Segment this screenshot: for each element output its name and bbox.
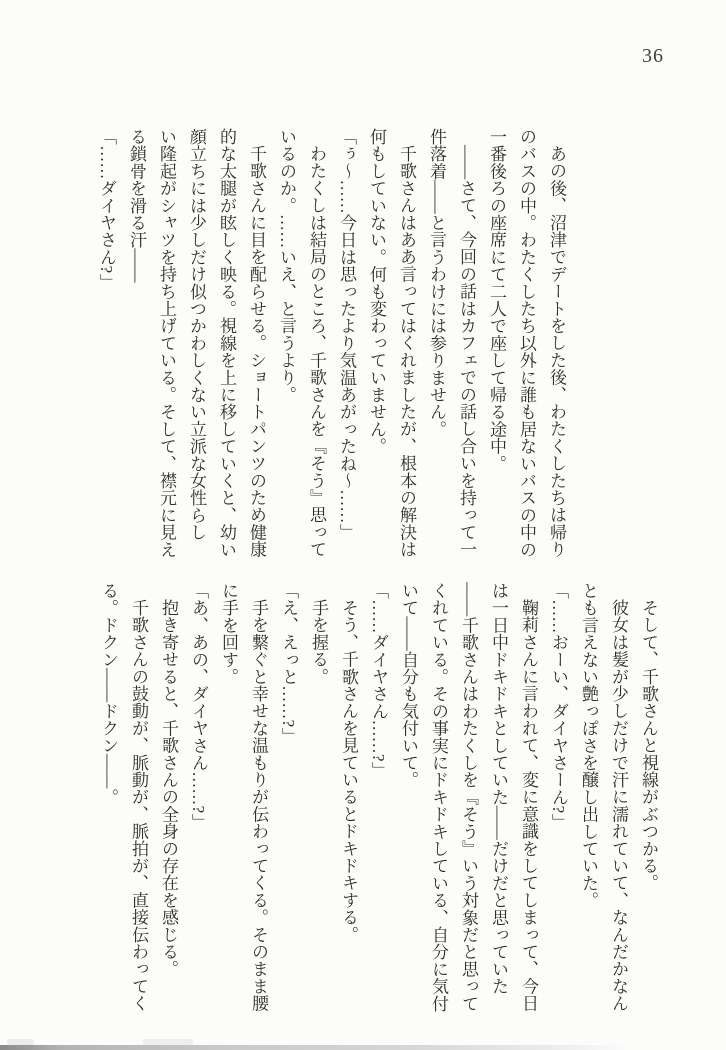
text-line: 一番後ろの座席にて二人で座して帰る途中。 [487, 128, 506, 472]
text-line: に手を回す。 [219, 582, 238, 686]
text-line: そして、千歌さんと視線がぶつかる。 [639, 599, 658, 892]
text-line: 「……おーい、ダイヤさーん?」 [549, 582, 568, 831]
text-line: る鎖骨を滑る汗―― [127, 128, 146, 283]
text-line: 「え、えっと……?」 [279, 582, 298, 745]
text-line: い隆起がシャツを持ち上げている。そして、襟元に見え [157, 128, 176, 558]
text-line: のバスの中。わたくしたち以外に誰も居ないバスの中の [517, 128, 536, 558]
text-line: は一日中ドキドキとしていた――だけだと思っていた [489, 582, 508, 995]
text-line: くれている。その事実にドキドキしている、自分に気付 [429, 582, 448, 1012]
text-line: 「……ダイヤさん?」 [97, 128, 116, 291]
scan-artifact-smudge [7, 1039, 34, 1045]
text-line: 千歌さんはああ言ってはくれましたが、根本の解決は [397, 145, 416, 558]
text-line: 手を握る。 [309, 599, 328, 685]
text-line: 千歌さんに目を配らせる。ショートパンツのため健康 [247, 145, 266, 558]
text-line: 的な太腿が眩しく映る。視線を上に移していくと、幼い [217, 128, 236, 558]
text-line: 千歌さんの鼓動が、脈動が、脈拍が、直接伝わってく [129, 599, 148, 1012]
text-line: 件落着――と言うわけには参りません。 [427, 128, 446, 438]
text-line: ――千歌さんはわたくしを『そう』いう対象だと思って [459, 582, 478, 1012]
text-line: 抱き寄せると、千歌さんの全身の存在を感じる。 [159, 599, 178, 978]
text-line: 彼女は髪が少しだけで汗に濡れていて、なんだかなん [609, 599, 628, 1012]
text-line: あの後、沼津でデートをした後、わたくしたちは帰り [547, 145, 566, 558]
text-line: 何もしていない。何も変わっていません。 [367, 128, 386, 455]
text-line: 手を繋ぐと幸せな温もりが伝わってくる。そのまま腰 [249, 599, 268, 1012]
text-line: いるのか。……いえ、と言うより。 [277, 128, 296, 404]
text-line: わたくしは結局のところ、千歌さんを『そう』思って [307, 145, 326, 558]
text-block-bottom [93, 582, 663, 1016]
text-line: いて――自分も気付いて。 [399, 582, 418, 789]
text-line: 「ぅ〜……今日は思ったより気温あがったね〜……」 [337, 128, 356, 541]
text-line: そう、千歌さんを見ているとドキドキする。 [339, 599, 358, 943]
text-line: ――さて、今回の話はカフェでの話し合いを持って一 [457, 145, 476, 558]
text-line: 「……ダイヤさん……?」 [369, 582, 388, 779]
text-line: 「あ、あの、ダイヤさん……?」 [189, 582, 208, 831]
scan-artifact-bar [0, 1045, 630, 1050]
text-line: 鞠莉さんに言われて、変に意識をしてしまって、今日 [519, 599, 538, 1012]
text-block-top [91, 128, 571, 562]
text-line: る。ドクン――ドクン――。 [99, 582, 118, 806]
page-number: 36 [642, 45, 664, 67]
text-line: 顔立ちには少しだけ似つかわしくない立派な女性らし [187, 128, 206, 541]
text-line: とも言えない艶っぽさを醸し出していた。 [579, 582, 598, 909]
scan-artifact-smudge [143, 1039, 193, 1045]
